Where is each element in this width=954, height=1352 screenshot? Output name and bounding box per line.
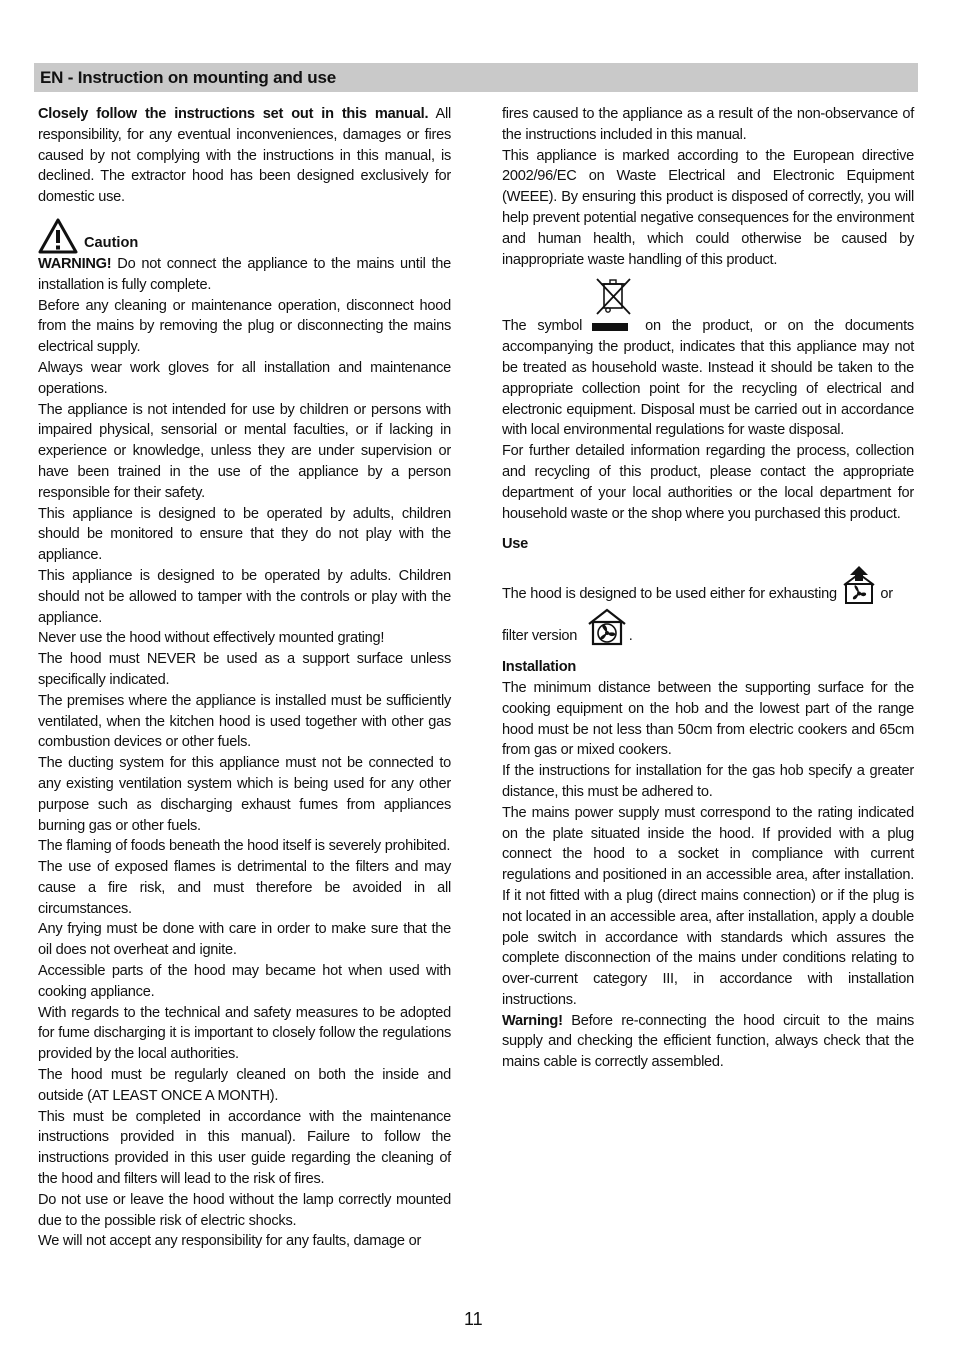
page-number: 11: [464, 1309, 483, 1329]
left-paragraph-3: The appliance is not intended for use by children or persons with impaired physical, sensorial or mental faculties, or if lacking in experience or knowledge, unless they are under supervision or have been trained in the use of the appliance by a person responsible for their safety.: [38, 401, 451, 501]
use-line-2: [502, 607, 914, 647]
installation-paragraph-1: The minimum distance between the supporting surface for the cooking equipment on the hob and the lowest part of the range hood must be not less than 50cm from electric cookers and 65cm from gas or mixed cookers.: [502, 679, 914, 759]
left-paragraph-14: With regards to the technical and safety measures to be adopted for fume discharging it is important to closely follow the regulations provided by the local authorities.: [38, 1004, 451, 1063]
right-paragraph-1: fires caused to the appliance as a result of the non-observance of the instructions included in this manual.: [502, 106, 914, 143]
left-paragraph-17: Do not use or leave the hood without the lamp correctly mounted due to the possible risk of electric shocks.: [38, 1191, 451, 1229]
weee-bar-icon: [592, 323, 628, 331]
installation-heading: Installation: [502, 659, 577, 676]
use-text-2: filter version: [502, 628, 578, 645]
right-column: [502, 104, 914, 1073]
warning-text: Do not connect the appliance to the mains until the installation is fully complete.: [38, 255, 451, 293]
left-paragraph-9: The ducting system for this appliance must not be connected to any existing ventilation system which is being used for any other purpose such as discharging exhaust fumes from appliances burning gas or other fuels.: [38, 755, 451, 834]
intro-paragraph: [38, 104, 451, 208]
left-paragraph-13: Accessible parts of the hood may became hot when used with cooking appliance.: [38, 963, 451, 1000]
use-period: .: [628, 628, 633, 645]
symbol-paragraph: [502, 316, 914, 441]
section-header-bar: [34, 63, 918, 92]
left-paragraph-12: Any frying must be done with care in order to make sure that the oil does not overheat and ignite.: [38, 921, 451, 959]
weee-symbol-row: [502, 270, 914, 316]
installation-paragraph-2: If the instructions for installation for the gas hob specify a greater distance, this must be adhered to.: [502, 763, 914, 800]
left-column: [38, 104, 451, 1252]
intro-text: All responsibility, for any eventual inconveniences, damages or fires caused by not complying with the instructions in this manual, is declined. The extractor hood has been designed exclusively for domestic use.: [38, 106, 451, 206]
warning-bold: WARNING!: [38, 255, 112, 272]
left-paragraph-8: The premises where the appliance is installed must be sufficiently ventilated, when the kitchen hood is used together with other gas combustion devices or other fuels.: [38, 692, 451, 751]
filter-mode-icon: [585, 607, 629, 647]
left-paragraph-5: This appliance is designed to be operated by adults. Children should not be allowed to tamper with the controls or play with the appliance.: [38, 567, 451, 626]
crossed-bin-icon: [592, 276, 636, 316]
right-paragraph-2: This appliance is marked according to the European directive 2002/96/EC on Waste Electrical and Electronic Equipment (WEEE). By ensuring this product is disposed of correctly, you will help prevent potential negative consequences for the environment and human health, which could otherwise be caused by inappropriate waste handling of this product.: [502, 147, 914, 268]
final-warning-text: Before re-connecting the hood circuit to the mains supply and checking the efficient function, always check that the mains cable is correctly assembled.: [502, 1012, 914, 1071]
caution-label: Caution: [84, 235, 139, 252]
left-paragraph-16: This must be completed in accordance with the maintenance instructions provided in this manual). Failure to follow the instructions provided in this user guide regarding the cleaning of the hood and filters will lead to the risk of fires.: [38, 1108, 451, 1188]
use-or: or: [876, 586, 893, 603]
final-warning-bold: Warning!: [502, 1012, 563, 1029]
left-paragraph-15: The hood must be regularly cleaned on both the inside and outside (AT LEAST ONCE A MONTH).: [38, 1067, 451, 1104]
left-paragraph-10: The flaming of foods beneath the hood itself is severely prohibited.: [38, 838, 451, 855]
intro-bold: Closely follow the instructions set out in this manual.: [38, 106, 429, 122]
right-paragraph-4: For further detailed information regarding the process, collection and recycling of this product, please contact the appropriate department of your local authorities or the local department for household waste or the shop where you purchased this product.: [502, 443, 914, 522]
left-paragraph-1: Before any cleaning or maintenance operation, disconnect hood from the mains by removing the plug or disconnecting the mains electrical supply.: [38, 297, 451, 356]
warning-triangle-icon: [38, 218, 78, 254]
left-paragraph-4: This appliance is designed to be operated by adults, children should be monitored to ensure that they do not play with the appliance.: [38, 505, 451, 564]
final-warning-paragraph: [502, 1011, 914, 1073]
symbol-text-after: on the product, or on the documents accompanying the product, indicates that this appliance may not be treated as household waste. Instead it should be taken to the appropriate collection point for the recycling of electrical and electronic equipment. Disposal must be carried out in accordance with local environmental regulations for waste disposal.: [502, 318, 914, 439]
use-text-1: The hood is designed to be used either for exhausting: [502, 586, 837, 603]
left-paragraph-7: The hood must NEVER be used as a support surface unless specifically indicated.: [38, 651, 451, 688]
use-heading: Use: [502, 536, 529, 553]
use-line-1: [502, 565, 914, 605]
left-paragraph-2: Always wear work gloves for all installation and maintenance operations.: [38, 359, 451, 397]
left-paragraph-18: We will not accept any responsibility for any faults, damage or: [38, 1233, 422, 1250]
installation-paragraph-3: The mains power supply must correspond to the rating indicated on the plate situated inside the hood. If provided with a plug connect the hood to a socket in compliance with current regulations and positioned in an accessible area, after installation. If it not fitted with a plug (direct mains connection) or if the plug is not located in an accessible area, after installation, apply a double pole switch in accordance with standards which assures the complete disconnection of the mains under conditions relating to over-current category III, in accordance with installation instructions.: [502, 804, 914, 1008]
left-paragraph-11: The use of exposed flames is detrimental to the filters and may cause a fire risk, and must therefore be avoided in all circumstances.: [38, 859, 451, 917]
warning-paragraph: [38, 254, 451, 296]
section-title: EN - Instruction on mounting and use: [40, 68, 336, 87]
left-paragraph-6: Never use the hood without effectively mounted grating!: [38, 630, 385, 647]
exhaust-mode-icon: [841, 565, 877, 605]
caution-heading: [38, 218, 451, 254]
symbol-text-before: The symbol: [502, 318, 583, 335]
